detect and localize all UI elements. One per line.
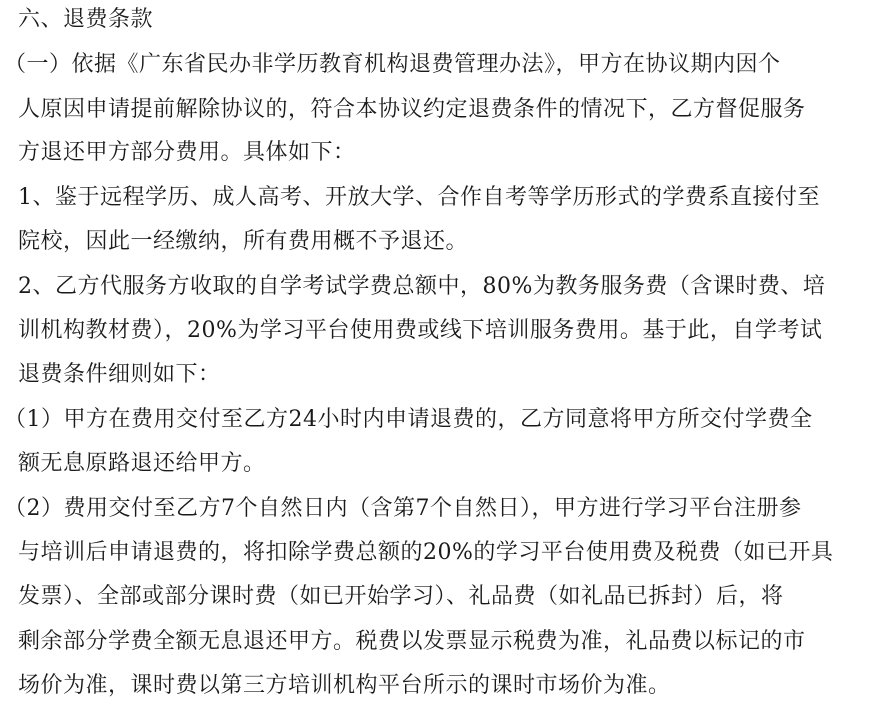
paragraph-line: 剩余部分学费全额无息退还甲方。税费以发票显示税费为准，礼品费以标记的市 (18, 629, 806, 654)
paragraph-line: 1、鉴于远程学历、成人高考、开放大学、合作自考等学历形式的学费系直接付至 (18, 185, 820, 210)
section-heading: 六、退费条款 (18, 7, 154, 32)
paragraph-line: 额无息原路退还给甲方。 (18, 451, 266, 476)
paragraph-line: 训机构教材费），20%为学习平台使用费或线下培训服务费用。基于此，自学考试 (18, 318, 823, 343)
paragraph-line: 人原因申请提前解除协议的，符合本协议约定退费条件的情况下，乙方督促服务 (18, 97, 806, 122)
paragraph-line: 场价为准，课时费以第三方培训机构平台所示的课时市场价为准。 (18, 673, 671, 698)
paragraph-line: 与培训后申请退费的，将扣除学费总额的20%的学习平台使用费及税费（如已开具 (18, 540, 834, 565)
paragraph-line: （2）费用交付至乙方7个自然日内（含第7个自然日），甲方进行学习平台注册参 (4, 496, 802, 521)
paragraph-line: 方退还甲方部分费用。具体如下： (18, 140, 356, 165)
paragraph-line: 2、乙方代服务方收取的自学考试学费总额中，80%为教务服务费（含课时费、培 (18, 274, 826, 299)
paragraph-line: 退费条件细则如下： (18, 362, 221, 387)
paragraph-line: 发票）、全部或部分课时费（如已开始学习）、礼品费（如礼品已拆封）后，将 (18, 584, 784, 609)
paragraph-line: （1）甲方在费用交付至乙方24小时内申请退费的，乙方同意将甲方所交付学费全 (4, 407, 813, 432)
paragraph-line: 院校，因此一经缴纳，所有费用概不予退还。 (18, 229, 469, 254)
paragraph-line: （一）依据《广东省民办非学历教育机构退费管理办法》，甲方在协议期内因个 (4, 52, 781, 77)
